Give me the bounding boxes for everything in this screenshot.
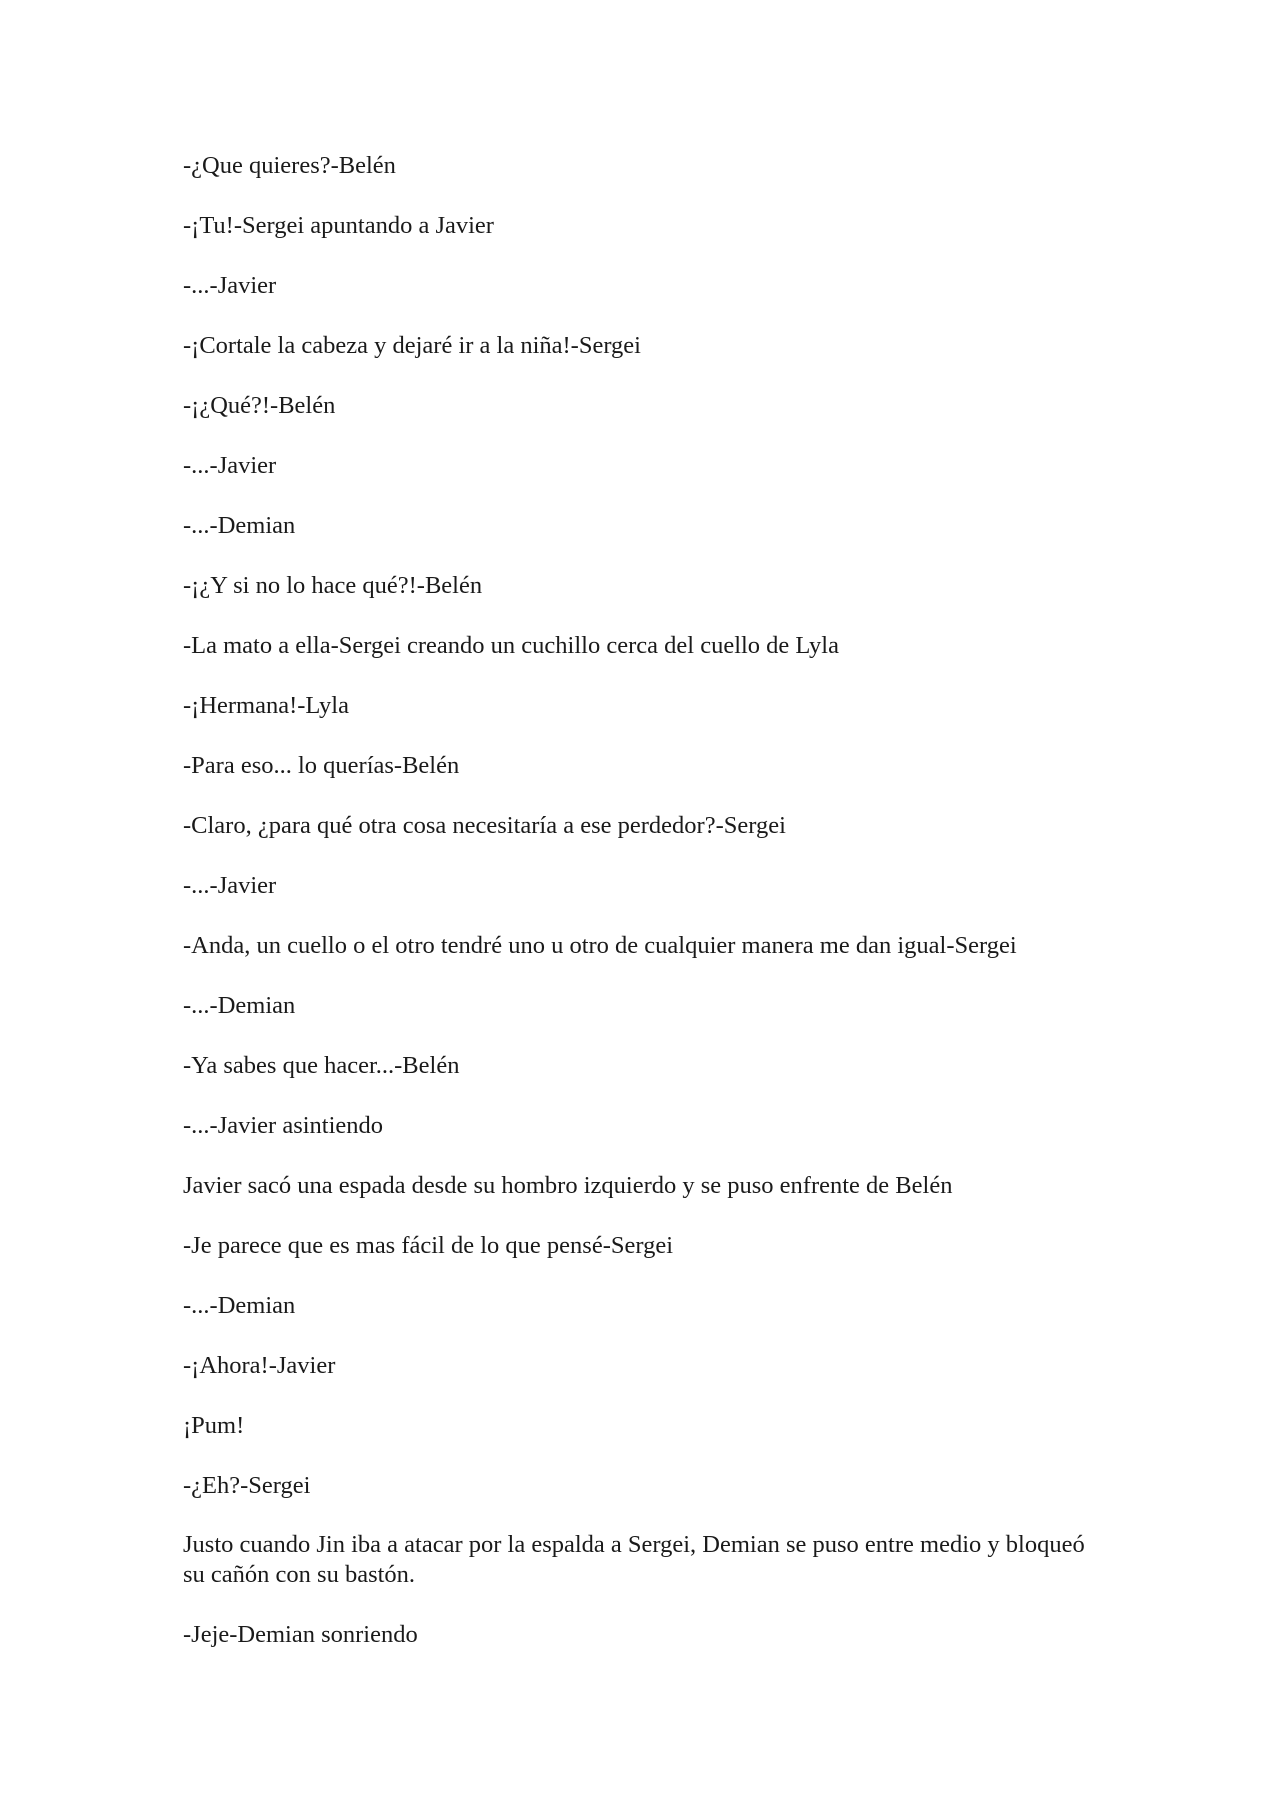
paragraph: Javier sacó una espada desde su hombro izquierdo y se puso enfrente de Belén — [183, 1172, 953, 1199]
paragraph: -Para eso... lo querías-Belén — [183, 752, 460, 779]
paragraph: -¡Hermana!-Lyla — [183, 692, 349, 719]
paragraph: ¡Pum! — [183, 1412, 245, 1439]
paragraph: -¿Eh?-Sergei — [183, 1472, 311, 1499]
paragraph: -...-Javier asintiendo — [183, 1112, 384, 1139]
paragraph: -...-Javier — [183, 872, 277, 899]
paragraph: -¡Tu!-Sergei apuntando a Javier — [183, 212, 494, 239]
document-text — [183, 150, 1103, 1679]
paragraph: -...-Javier — [183, 452, 277, 479]
paragraph: -Claro, ¿para qué otra cosa necesitaría a ese perdedor?-Sergei — [183, 812, 786, 839]
paragraph: -La mato a ella-Sergei creando un cuchillo cerca del cuello de Lyla — [183, 632, 839, 659]
paragraph: -Ya sabes que hacer...-Belén — [183, 1052, 460, 1079]
paragraph: -...-Demian — [183, 992, 296, 1019]
paragraph: -¿Que quieres?-Belén — [183, 152, 396, 179]
paragraph: -Anda, un cuello o el otro tendré uno u otro de cualquier manera me dan igual-Sergei — [183, 932, 1017, 959]
paragraph: Justo cuando Jin iba a atacar por la espalda a Sergei, Demian se puso entre medio y bloqueó su cañón con su bastón. — [183, 1531, 1085, 1588]
paragraph: -¡Ahora!-Javier — [183, 1352, 336, 1379]
paragraph: -Je parece que es mas fácil de lo que pensé-Sergei — [183, 1232, 674, 1259]
paragraph: -...-Javier — [183, 272, 277, 299]
paragraph: -¡¿Y si no lo hace qué?!-Belén — [183, 572, 483, 599]
paragraph: -...-Demian — [183, 1292, 296, 1319]
paragraph: -¡Cortale la cabeza y dejaré ir a la niña!-Sergei — [183, 332, 641, 359]
paragraph: -...-Demian — [183, 512, 296, 539]
paragraph: -¡¿Qué?!-Belén — [183, 392, 336, 419]
paragraph: -Jeje-Demian sonriendo — [183, 1621, 418, 1648]
